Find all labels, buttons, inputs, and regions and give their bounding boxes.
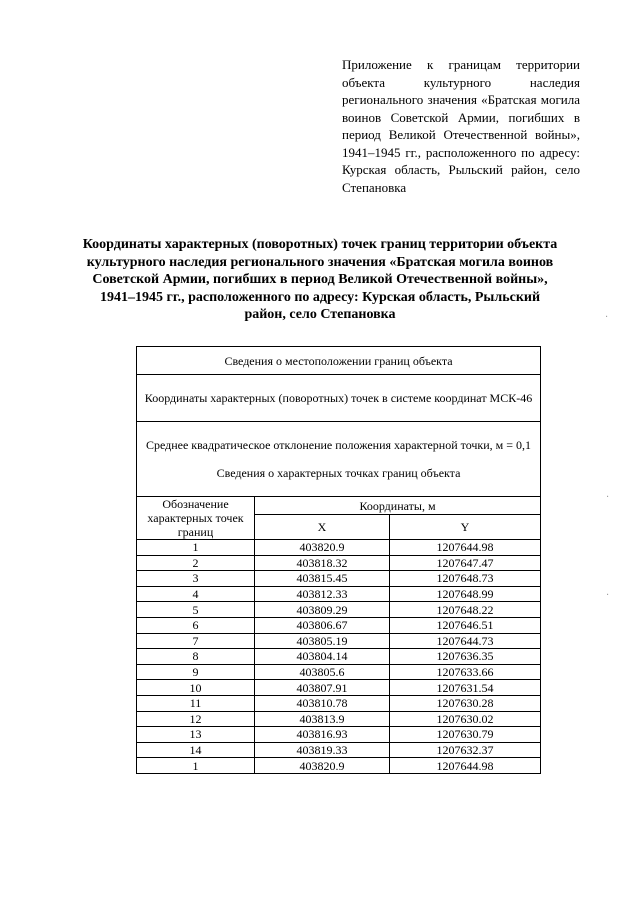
x-coordinate-cell: 403812.33 <box>255 586 390 602</box>
x-coordinate-cell: 403816.93 <box>255 727 390 743</box>
point-number-cell: 1 <box>137 540 255 556</box>
document-title: Координаты характерных (поворотных) точек границ территории объекта культурного наследия регионального значения «Братская могила воинов Советской Армии, погибших в период Великой Отечественной войны», 1941–1945 гг., расположенного по адресу: Курская область, Рыльский район, село Степановка <box>82 237 558 322</box>
x-coordinate-cell: 403810.78 <box>255 695 390 711</box>
scan-artifact: · <box>606 590 610 601</box>
y-coordinate-cell: 1207630.02 <box>390 711 541 727</box>
y-coordinate-cell: 1207631.54 <box>390 680 541 696</box>
y-coordinate-cell: 1207630.79 <box>390 727 541 743</box>
point-number-cell: 13 <box>137 727 255 743</box>
table-row <box>137 555 541 571</box>
table-row <box>137 758 541 774</box>
coordinates-table <box>136 346 541 774</box>
table-row <box>137 540 541 556</box>
location-header: Сведения о местоположении границ объекта <box>137 347 541 375</box>
table-row <box>137 422 541 497</box>
scan-artifact: · <box>605 312 609 323</box>
y-coordinate-cell: 1207647.47 <box>390 555 541 571</box>
point-number-cell: 12 <box>137 711 255 727</box>
point-number-cell: 8 <box>137 649 255 665</box>
table-row <box>137 617 541 633</box>
point-number-cell: 10 <box>137 680 255 696</box>
x-coordinate-cell: 403805.19 <box>255 633 390 649</box>
x-coordinate-cell: 403815.45 <box>255 571 390 587</box>
accuracy-info-cell <box>137 422 541 497</box>
x-coordinate-cell: 403806.67 <box>255 617 390 633</box>
y-coordinate-cell: 1207632.37 <box>390 742 541 758</box>
table-row <box>137 602 541 618</box>
x-column-header: X <box>255 515 390 540</box>
table-row <box>137 742 541 758</box>
y-coordinate-cell: 1207636.35 <box>390 649 541 665</box>
x-coordinate-cell: 403805.6 <box>255 664 390 680</box>
table-header-row <box>137 497 541 515</box>
point-number-cell: 7 <box>137 633 255 649</box>
coordinate-system-cell: Координаты характерных (поворотных) точек в системе координат МСК-46 <box>137 375 541 422</box>
y-coordinate-cell: 1207633.66 <box>390 664 541 680</box>
table-row <box>137 586 541 602</box>
table-row <box>137 680 541 696</box>
y-coordinate-cell: 1207646.51 <box>390 617 541 633</box>
rms-deviation-text: Среднее квадратическое отклонение положения характерной точки, м = 0,1 <box>145 438 532 452</box>
y-coordinate-cell: 1207644.73 <box>390 633 541 649</box>
point-number-cell: 2 <box>137 555 255 571</box>
scan-artifact: · <box>606 492 610 503</box>
point-number-cell: 6 <box>137 617 255 633</box>
table-row <box>137 347 541 375</box>
y-column-header: Y <box>390 515 541 540</box>
y-coordinate-cell: 1207648.99 <box>390 586 541 602</box>
x-coordinate-cell: 403813.9 <box>255 711 390 727</box>
y-coordinate-cell: 1207644.98 <box>390 540 541 556</box>
table-row <box>137 633 541 649</box>
x-coordinate-cell: 403804.14 <box>255 649 390 665</box>
table-row <box>137 664 541 680</box>
point-number-cell: 4 <box>137 586 255 602</box>
table-row <box>137 571 541 587</box>
point-number-cell: 1 <box>137 758 255 774</box>
x-coordinate-cell: 403820.9 <box>255 540 390 556</box>
table-row <box>137 649 541 665</box>
appendix-note: Приложение к границам территории объекта культурного наследия регионального значения «Братская могила воинов Советской Армии, погибших в период Великой Отечественной войны», 1941–1945 гг., расположенного по адресу: Курская область, Рыльский район, село Степановка <box>342 57 580 195</box>
point-number-cell: 11 <box>137 695 255 711</box>
table-row <box>137 727 541 743</box>
y-coordinate-cell: 1207648.22 <box>390 602 541 618</box>
table-row <box>137 711 541 727</box>
point-number-cell: 5 <box>137 602 255 618</box>
points-info-text: Сведения о характерных точках границ объекта <box>216 466 461 480</box>
point-number-cell: 14 <box>137 742 255 758</box>
coordinates-column-header: Координаты, м <box>255 497 541 515</box>
y-coordinate-cell: 1207630.28 <box>390 695 541 711</box>
designation-column-header: Обозначение характерных точек границ <box>137 497 255 540</box>
x-coordinate-cell: 403809.29 <box>255 602 390 618</box>
x-coordinate-cell: 403820.9 <box>255 758 390 774</box>
y-coordinate-cell: 1207648.73 <box>390 571 541 587</box>
x-coordinate-cell: 403819.33 <box>255 742 390 758</box>
table-row <box>137 695 541 711</box>
point-number-cell: 9 <box>137 664 255 680</box>
y-coordinate-cell: 1207644.98 <box>390 758 541 774</box>
table-row <box>137 375 541 422</box>
x-coordinate-cell: 403807.91 <box>255 680 390 696</box>
point-number-cell: 3 <box>137 571 255 587</box>
x-coordinate-cell: 403818.32 <box>255 555 390 571</box>
